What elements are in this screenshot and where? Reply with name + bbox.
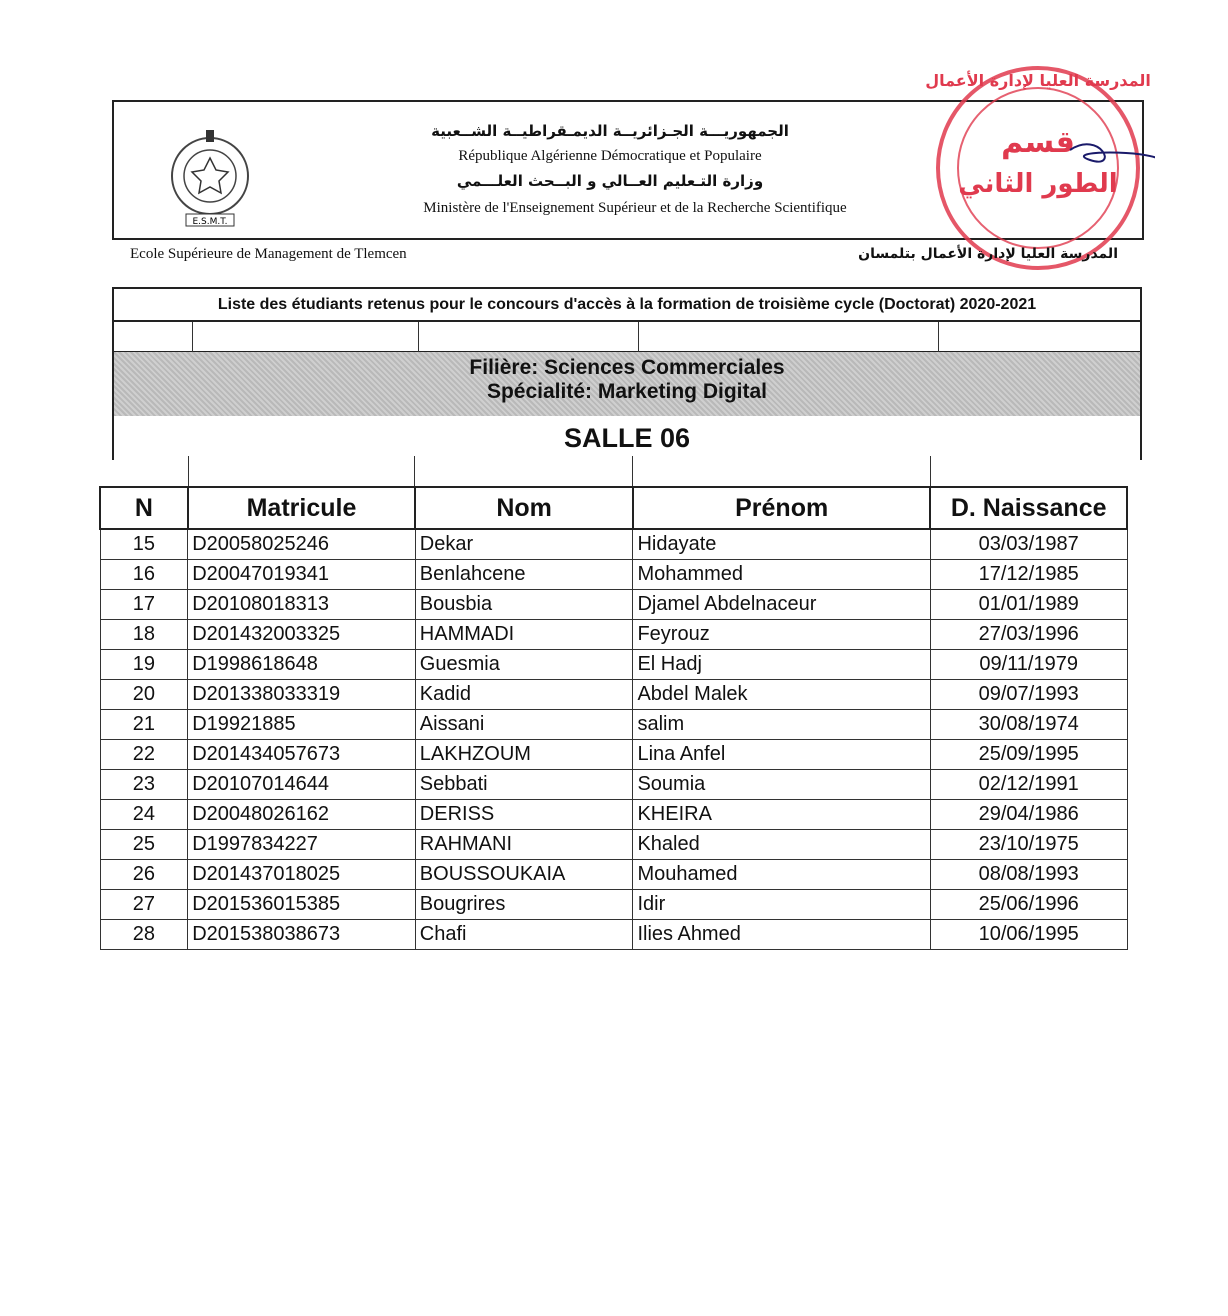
arabic-republic-heading: الجمهوريـــة الجـزائريــة الديمـقراطيــة الشــعبية xyxy=(431,122,789,140)
cell-number: 26 xyxy=(100,860,188,890)
table-row xyxy=(100,590,1127,620)
cell-prenom: Mouhamed xyxy=(633,860,930,890)
cell-prenom: Djamel Abdelnaceur xyxy=(633,590,930,620)
table-row xyxy=(100,620,1127,650)
cell-number: 22 xyxy=(100,740,188,770)
cell-prenom: Soumia xyxy=(633,770,930,800)
cell-matricule: D20108018313 xyxy=(188,590,416,620)
cell-prenom: Idir xyxy=(633,890,930,920)
cell-number: 24 xyxy=(100,800,188,830)
table-row xyxy=(100,830,1127,860)
cell-naissance: 17/12/1985 xyxy=(930,560,1127,590)
students-table xyxy=(99,486,1128,950)
column-header-prenom: Prénom xyxy=(633,487,930,529)
cell-number: 17 xyxy=(100,590,188,620)
cell-nom: HAMMADI xyxy=(415,620,633,650)
school-name-french: Ecole Supérieure de Management de Tlemcen xyxy=(130,246,407,262)
table-row xyxy=(100,740,1127,770)
empty-spacer-row xyxy=(112,322,1142,352)
cell-nom: Chafi xyxy=(415,920,633,950)
cell-naissance: 23/10/1975 xyxy=(930,830,1127,860)
signature-icon xyxy=(1070,144,1155,161)
cell-matricule: D201338033319 xyxy=(188,680,416,710)
cell-prenom: Khaled xyxy=(633,830,930,860)
table-row xyxy=(100,680,1127,710)
stamp-ring-text: المدرسة العليا لإدارة الأعمال xyxy=(925,71,1151,90)
cell-naissance: 09/11/1979 xyxy=(930,650,1127,680)
school-name-arabic: المدرسة العليا لإدارة الأعمال بتلمسان xyxy=(858,246,1118,262)
table-row xyxy=(100,890,1127,920)
cell-number: 23 xyxy=(100,770,188,800)
document-title: Liste des étudiants retenus pour le concours d'accès à la formation de troisième cycle (Doctorat) 2020-2021 xyxy=(112,287,1142,322)
cell-naissance: 01/01/1989 xyxy=(930,590,1127,620)
cell-matricule: D201538038673 xyxy=(188,920,416,950)
cell-number: 15 xyxy=(100,529,188,560)
cell-matricule: D20058025246 xyxy=(188,529,416,560)
cell-naissance: 30/08/1974 xyxy=(930,710,1127,740)
cell-naissance: 25/09/1995 xyxy=(930,740,1127,770)
cell-number: 19 xyxy=(100,650,188,680)
french-ministry-heading: Ministère de l'Enseignement Supérieur et de la Recherche Scientifique xyxy=(423,200,847,216)
cell-matricule: D201434057673 xyxy=(188,740,416,770)
cell-matricule: D1998618648 xyxy=(188,650,416,680)
cell-number: 18 xyxy=(100,620,188,650)
cell-prenom: Hidayate xyxy=(633,529,930,560)
filiere-label: Filière: Sciences Commerciales xyxy=(469,356,785,379)
cell-naissance: 08/08/1993 xyxy=(930,860,1127,890)
table-row xyxy=(100,920,1127,950)
cell-prenom: Ilies Ahmed xyxy=(633,920,930,950)
cell-matricule: D201536015385 xyxy=(188,890,416,920)
cell-nom: Bougrires xyxy=(415,890,633,920)
cell-number: 20 xyxy=(100,680,188,710)
table-row xyxy=(100,529,1127,560)
cell-number: 16 xyxy=(100,560,188,590)
french-republic-heading: République Algérienne Démocratique et Populaire xyxy=(458,148,762,164)
cell-nom: Benlahcene xyxy=(415,560,633,590)
logo-caption: E.S.M.T. xyxy=(192,217,228,227)
cell-nom: Sebbati xyxy=(415,770,633,800)
filiere-band xyxy=(112,352,1142,416)
grid-line xyxy=(188,456,189,488)
table-row xyxy=(100,800,1127,830)
table-row xyxy=(100,650,1127,680)
cell-nom: Dekar xyxy=(415,529,633,560)
cell-number: 25 xyxy=(100,830,188,860)
stamp-line-2: الطور الثاني xyxy=(958,169,1118,199)
cell-number: 28 xyxy=(100,920,188,950)
cell-nom: RAHMANI xyxy=(415,830,633,860)
cell-naissance: 27/03/1996 xyxy=(930,620,1127,650)
cell-number: 21 xyxy=(100,710,188,740)
column-header-naissance: D. Naissance xyxy=(930,487,1127,529)
cell-matricule: D20107014644 xyxy=(188,770,416,800)
cell-prenom: Feyrouz xyxy=(633,620,930,650)
cell-prenom: Mohammed xyxy=(633,560,930,590)
cell-number: 27 xyxy=(100,890,188,920)
grid-line xyxy=(930,456,931,488)
table-row xyxy=(100,860,1127,890)
cell-naissance: 10/06/1995 xyxy=(930,920,1127,950)
cell-prenom: salim xyxy=(633,710,930,740)
cell-nom: BOUSSOUKAIA xyxy=(415,860,633,890)
cell-naissance: 03/03/1987 xyxy=(930,529,1127,560)
cell-nom: Bousbia xyxy=(415,590,633,620)
arabic-ministry-heading: وزارة التـعليم العــالي و البــحث العلـــمي xyxy=(456,172,764,190)
grid-line xyxy=(632,456,633,488)
column-header-matricule: Matricule xyxy=(188,487,416,529)
cell-naissance: 09/07/1993 xyxy=(930,680,1127,710)
table-header-row xyxy=(100,487,1127,529)
cell-prenom: Abdel Malek xyxy=(633,680,930,710)
cell-naissance: 02/12/1991 xyxy=(930,770,1127,800)
cell-matricule: D201432003325 xyxy=(188,620,416,650)
cell-naissance: 29/04/1986 xyxy=(930,800,1127,830)
salle-label: SALLE 06 xyxy=(112,416,1142,460)
cell-matricule: D20048026162 xyxy=(188,800,416,830)
cell-nom: LAKHZOUM xyxy=(415,740,633,770)
cell-naissance: 25/06/1996 xyxy=(930,890,1127,920)
cell-nom: Guesmia xyxy=(415,650,633,680)
cell-matricule: D20047019341 xyxy=(188,560,416,590)
cell-nom: Aissani xyxy=(415,710,633,740)
cell-prenom: KHEIRA xyxy=(633,800,930,830)
cell-matricule: D19921885 xyxy=(188,710,416,740)
cell-prenom: El Hadj xyxy=(633,650,930,680)
grid-line xyxy=(414,456,415,488)
cell-nom: DERISS xyxy=(415,800,633,830)
table-row xyxy=(100,770,1127,800)
stamp-line-1: قسم xyxy=(1001,125,1075,160)
table-row xyxy=(100,710,1127,740)
specialite-label: Spécialité: Marketing Digital xyxy=(486,380,768,403)
cell-matricule: D201437018025 xyxy=(188,860,416,890)
cell-prenom: Lina Anfel xyxy=(633,740,930,770)
table-row xyxy=(100,560,1127,590)
cell-matricule: D1997834227 xyxy=(188,830,416,860)
column-header-n: N xyxy=(100,487,188,529)
cell-nom: Kadid xyxy=(415,680,633,710)
column-header-nom: Nom xyxy=(415,487,633,529)
school-logo-icon xyxy=(150,128,270,228)
